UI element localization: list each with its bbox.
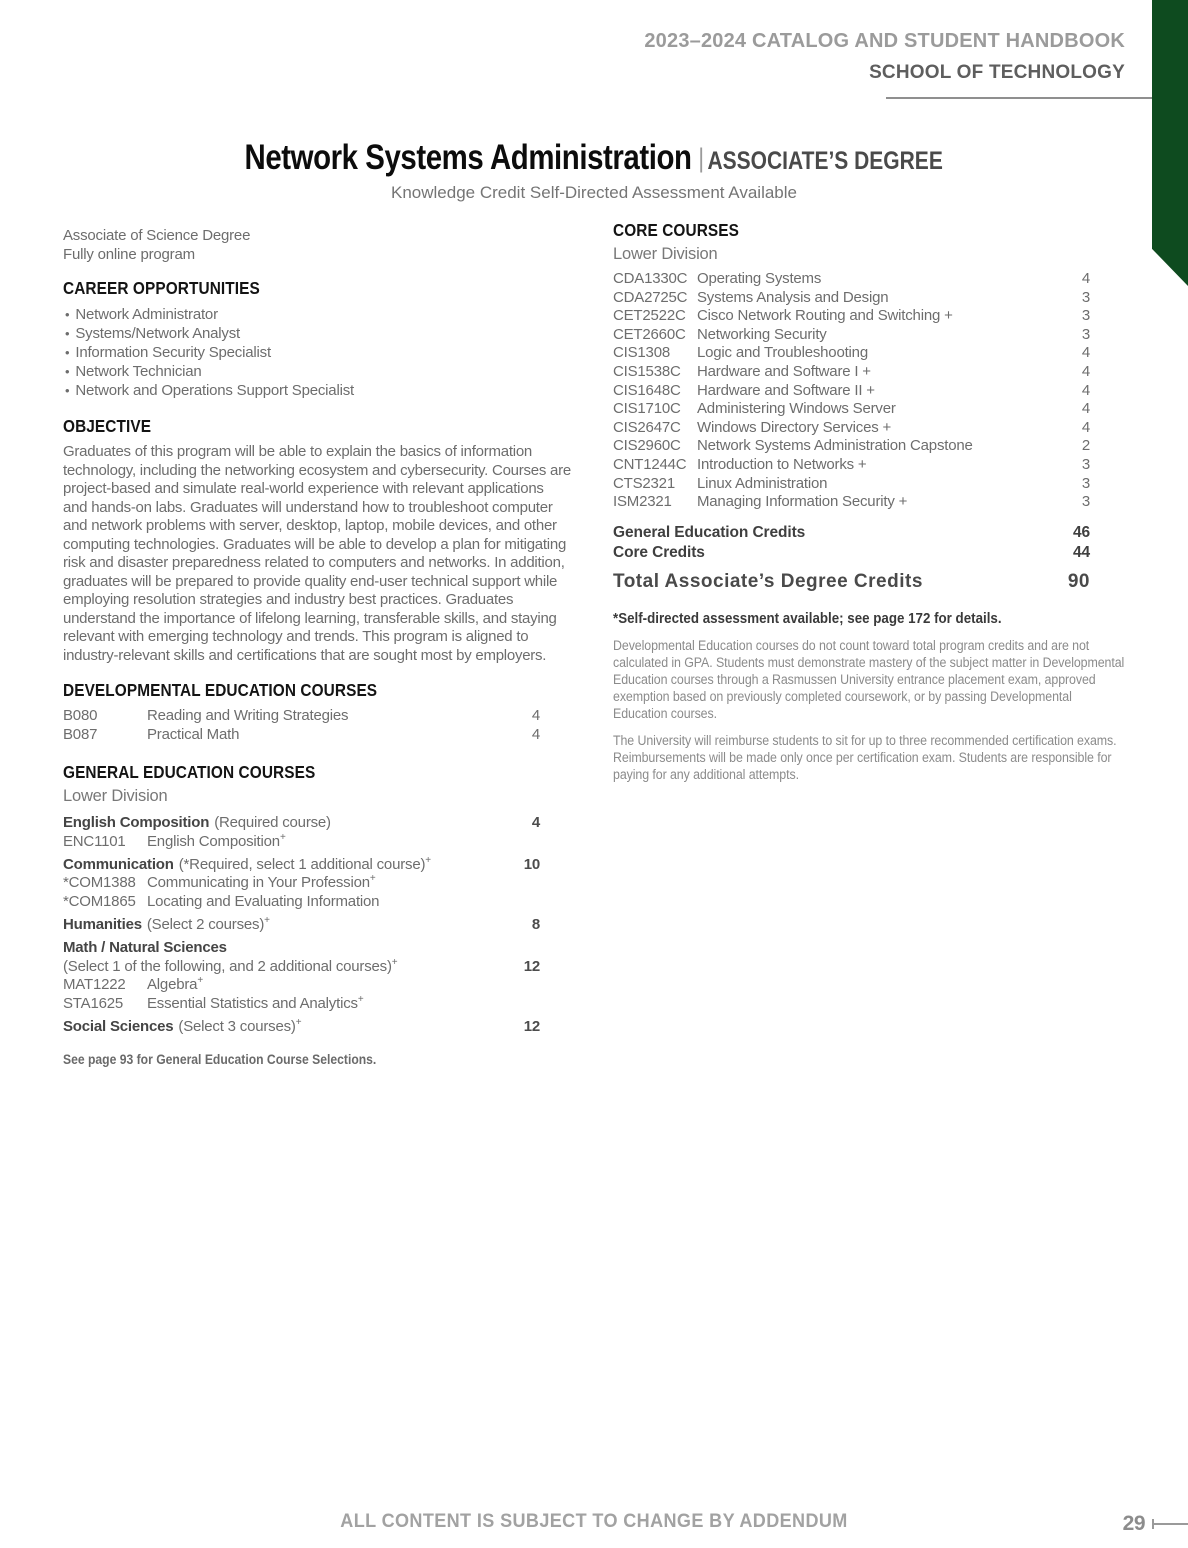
course-title: Practical Math [147, 725, 240, 743]
course-code: CDA2725C [613, 288, 688, 306]
course-title: Linux Administration [697, 474, 828, 492]
course-row [613, 307, 1090, 326]
group-credits: 4 [531, 814, 540, 832]
course-row [613, 475, 1090, 494]
course-row [613, 270, 1090, 289]
title-separator: | [698, 143, 705, 173]
course-credits: 3 [1081, 455, 1090, 473]
course-code: CNT1244C [613, 455, 687, 473]
total-value: 46 [1072, 523, 1090, 541]
total-row [613, 543, 1090, 563]
course-row [613, 289, 1090, 308]
course-row [613, 437, 1090, 456]
career-list [63, 305, 573, 400]
course-code: CET2522C [613, 307, 686, 325]
group-note-row [63, 958, 540, 977]
grand-total-label: Total Associate’s Degree Credits [613, 570, 923, 592]
course-code: *COM1388 [63, 874, 136, 892]
group-label: English Composition (Required course) [63, 814, 331, 832]
course-row [63, 833, 540, 852]
course-title: Communicating in Your Profession+ [147, 873, 376, 892]
core-division: Lower Division [613, 245, 718, 263]
course-credits: 4 [1081, 381, 1090, 399]
group-header-row [63, 814, 540, 833]
total-row [613, 523, 1090, 543]
group-label: Social Sciences (Select 3 courses)+ [63, 1017, 302, 1036]
title-block [0, 138, 1188, 203]
core-courses-heading: CORE COURSES [613, 220, 739, 240]
course-title: Locating and Evaluating Information [147, 893, 380, 911]
group-credits: 12 [523, 957, 540, 975]
program-subtitle: Knowledge Credit Self-Directed Assessment Available [390, 183, 797, 202]
group-header-row [63, 856, 540, 875]
general-education-heading: GENERAL EDUCATION COURSES [63, 762, 316, 783]
course-code: B087 [63, 725, 98, 743]
gen-ed-group-math-science [63, 939, 573, 1013]
course-title: Windows Directory Services + [697, 418, 892, 436]
course-row [613, 419, 1090, 438]
course-title: Systems Analysis and Design [697, 288, 889, 306]
gen-ed-group-social-sciences [63, 1018, 573, 1037]
course-code: B080 [63, 707, 98, 724]
developmental-course-table [63, 707, 573, 744]
course-credits: 3 [1081, 493, 1090, 511]
course-title: Networking Security [697, 325, 827, 343]
certification-reimbursement-note: The University will reimburse students to sit for up to three recommended certification exams. Reimbursements will be made only once per certification exam. Students are responsible for paying for any additional attempts. [613, 732, 1117, 782]
group-credits: 12 [523, 1018, 540, 1036]
course-title: Operating Systems [697, 270, 822, 287]
career-item: • Network Technician [65, 362, 573, 381]
course-credits: 4 [1081, 362, 1090, 380]
course-code: ENC1101 [63, 832, 126, 850]
course-title: English Composition+ [147, 831, 286, 850]
group-credits: 8 [531, 916, 540, 934]
course-credits: 3 [1081, 325, 1090, 343]
group-label: Humanities (Select 2 courses)+ [63, 915, 270, 934]
course-code: ISM2321 [613, 493, 672, 511]
course-credits: 4 [1081, 400, 1090, 418]
program-title: Network Systems Administration [244, 138, 692, 177]
grand-total-value: 90 [1067, 570, 1090, 592]
course-title: Reading and Writing Strategies [147, 707, 349, 724]
left-column [63, 226, 573, 1067]
career-item: • Information Security Specialist [65, 343, 573, 362]
course-title: Administering Windows Server [697, 400, 896, 418]
objective-text: Graduates of this program will be able to explain the basics of information technology, including the networking ecosystem and cybersecurity. Courses are project-based and simulate real-world experience with relevant applications and hands-on labs. Graduates will understand how to troubleshoot computer and network problems with server, desktop, laptop, mobile devices, and other computing technologies. Graduates will be able to develop a plan for mitigating risk and disaster preparedness related to computers and networks. In addition, graduates will be prepared to provide quality end-user technical support while employing resolution strategies and industry best practices. Graduates understand the importance of lifelong learning, transferable skills, and staying relevant with emerging technology and trends. This program is aligned to industry-relevant skills and certifications that are sought most by employers. [63, 443, 571, 664]
gen-ed-group-communication [63, 856, 573, 912]
course-credits: 3 [1081, 288, 1090, 306]
course-row [613, 326, 1090, 345]
course-row [613, 400, 1090, 419]
right-column [613, 220, 1125, 783]
course-code: CIS2960C [613, 437, 681, 455]
degree-label: ASSOCIATE’S DEGREE [707, 147, 944, 175]
group-header-row [63, 916, 540, 935]
course-title: Hardware and Software I + [697, 362, 871, 380]
developmental-courses-heading: DEVELOPMENTAL EDUCATION COURSES [63, 680, 378, 700]
course-credits: 3 [1081, 307, 1090, 325]
course-title: Essential Statistics and Analytics+ [147, 994, 364, 1013]
course-code: *COM1865 [63, 893, 136, 911]
course-credits: 2 [1081, 437, 1090, 455]
course-title: Introduction to Networks + [697, 455, 867, 473]
course-row [63, 893, 540, 912]
course-row [613, 382, 1090, 401]
page-number [1123, 1512, 1188, 1536]
group-header-row [63, 1018, 540, 1037]
gen-ed-group-english [63, 814, 573, 851]
footer-disclaimer: ALL CONTENT IS SUBJECT TO CHANGE BY ADDENDUM [340, 1511, 848, 1532]
core-course-table [613, 270, 1125, 512]
course-title: Logic and Troubleshooting [697, 344, 868, 362]
course-code: CIS1648C [613, 381, 681, 399]
catalog-title: 2023–2024 CATALOG AND STUDENT HANDBOOK [644, 30, 1125, 52]
course-row [613, 456, 1090, 475]
page-number-rule [1154, 1523, 1188, 1525]
group-header-row [63, 939, 540, 958]
total-label: General Education Credits [613, 523, 806, 541]
page-number-value: 29 [1122, 1512, 1145, 1535]
course-row [63, 995, 540, 1014]
gen-ed-groups [63, 814, 573, 1037]
gen-ed-footnote: See page 93 for General Education Course Selections. [63, 1051, 377, 1067]
course-code: CIS1538C [613, 362, 681, 380]
career-opportunities-heading: CAREER OPPORTUNITIES [63, 278, 260, 298]
course-title: Cisco Network Routing and Switching + [697, 307, 953, 325]
developmental-education-note: Developmental Education courses do not count toward total program credits and are not calculated in GPA. Students must demonstrate mastery of the subject matter in Developmental Education courses through a Rasmussen University entrance placement exam, approved exemption based on previously completed coursework, or by passing Developmental Education courses. [613, 637, 1125, 721]
course-code: CTS2321 [613, 474, 675, 492]
course-title: Algebra+ [147, 975, 203, 994]
header-rule [886, 97, 1152, 99]
course-row [63, 874, 540, 893]
course-credits: 4 [1081, 270, 1090, 287]
total-value: 44 [1072, 543, 1090, 561]
self-directed-note: *Self-directed assessment available; see page 172 for details. [613, 610, 1002, 627]
course-credits: 4 [1081, 344, 1090, 362]
course-credits: 4 [531, 725, 540, 743]
course-credits: 4 [531, 707, 540, 724]
group-credits: 10 [523, 855, 540, 873]
course-row [63, 707, 540, 726]
group-label: Math / Natural Sciences [63, 939, 227, 957]
course-code: STA1625 [63, 995, 124, 1013]
total-label: Core Credits [613, 543, 705, 561]
career-item: • Network and Operations Support Specialist [65, 381, 573, 400]
course-row [613, 493, 1090, 512]
course-credits: 4 [1081, 418, 1090, 436]
course-row [63, 976, 540, 995]
grand-total-row [613, 570, 1090, 594]
course-code: MAT1222 [63, 976, 126, 994]
course-code: CIS2647C [613, 418, 681, 436]
credit-totals [613, 523, 1125, 594]
course-credits: 3 [1081, 474, 1090, 492]
course-title: Hardware and Software II + [697, 381, 875, 399]
gen-ed-group-humanities [63, 916, 573, 935]
course-row [63, 726, 540, 745]
course-code: CIS1308 [613, 344, 670, 362]
course-title: Network Systems Administration Capstone [697, 437, 973, 455]
school-name: SCHOOL OF TECHNOLOGY [869, 62, 1125, 83]
degree-type: Associate of Science Degree [63, 227, 251, 244]
group-note: (Select 1 of the following, and 2 additional courses)+ [63, 956, 398, 975]
course-title: Managing Information Security + [697, 493, 908, 511]
program-format: Fully online program [63, 246, 195, 263]
career-item: • Systems/Network Analyst [65, 324, 573, 343]
page-header [644, 30, 1125, 84]
gen-ed-division: Lower Division [63, 787, 168, 806]
course-code: CDA1330C [613, 270, 688, 287]
course-code: CET2660C [613, 325, 686, 343]
course-row [613, 363, 1090, 382]
course-code: CIS1710C [613, 400, 681, 418]
group-label: Communication (*Required, select 1 additional course)+ [63, 854, 431, 873]
career-item: • Network Administrator [65, 305, 573, 324]
course-row [613, 344, 1090, 363]
objective-heading: OBJECTIVE [63, 416, 152, 436]
